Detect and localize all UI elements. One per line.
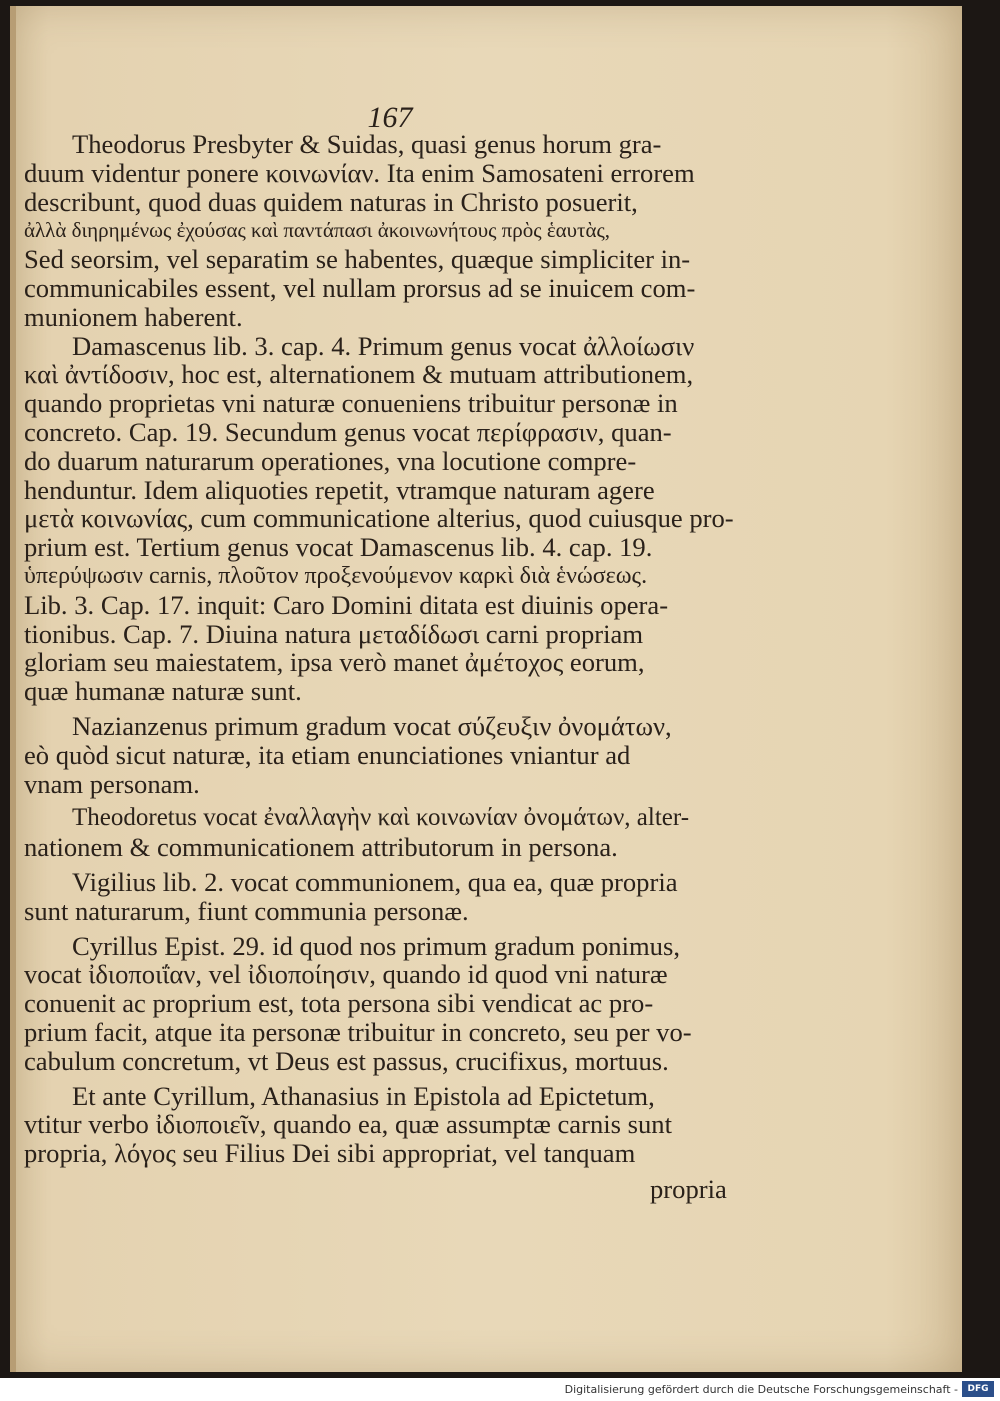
text-line: propria, λόγος seu Filius Dei sibi appropriat, vel tanquam [24, 1138, 636, 1169]
text-line: duum videntur ponere κοινωνίαν. Ita enim Samosateni errorem [24, 157, 695, 188]
book-page [10, 6, 962, 1372]
text-line: cabulum concretum, vt Deus est passus, crucifixus, mortuus. [24, 1045, 669, 1076]
text-line: Theodoretus vocat ἐναλλαγὴν καὶ κοινωνίαν ὀνομάτων, alter- [72, 804, 690, 832]
text-line: vocat ἰδιοποιΐαν, vel ἰδιοποίησιν, quando id quod vni naturæ [24, 959, 668, 990]
page-number: 167 [367, 101, 413, 134]
paragraph-cyrillus [24, 932, 754, 1076]
text-line: καὶ ἀντίδοσιν, hoc est, alternationem & mutuam attributionem, [24, 359, 694, 390]
text-line: vnam personam. [24, 768, 200, 799]
dfg-logo: DFG [962, 1381, 994, 1397]
text-line: conuenit ac proprium est, tota persona sibi vendicat ac pro- [24, 988, 654, 1019]
text-line: Cyrillus Epist. 29. id quod nos primum gradum ponimus, [72, 930, 680, 961]
body-text [24, 130, 754, 1168]
text-line: Nazianzenus primum gradum vocat σύζευξιν ὀνομάτων, [72, 710, 672, 741]
catchword: propria [650, 1174, 727, 1204]
text-line: do duarum naturarum operationes, vna locutione compre- [24, 445, 637, 476]
text-line: nationem & communicationem attributorum in persona. [24, 832, 618, 863]
footer-bar [0, 1378, 1000, 1401]
text-line: gloriam seu maiestatem, ipsa verò manet ἀμέτοχος eorum, [24, 647, 645, 678]
text-line: prium facit, atque ita personæ tribuitur in concreto, seu per vo- [24, 1016, 692, 1047]
text-line: quæ humanæ naturæ sunt. [24, 676, 302, 707]
text-line: henduntur. Idem aliquoties repetit, vtramque naturam agere [24, 474, 655, 505]
text-line: ἀλλὰ διηρημένως ἐχούσας καὶ παντάπασι ἀκοινωνήτους πρὸς ἑαυτὰς, [24, 218, 611, 243]
text-line: Vigilius lib. 2. vocat communionem, qua ea, quæ propria [72, 866, 678, 897]
text-line: tionibus. Cap. 7. Diuina natura μεταδίδωσι carni propriam [24, 618, 644, 649]
text-line: Lib. 3. Cap. 17. inquit: Caro Domini ditata est diuinis opera- [24, 589, 669, 620]
text-line: Et ante Cyrillum, Athanasius in Epistola ad Epictetum, [72, 1080, 655, 1111]
paragraph-vigilius [24, 868, 754, 926]
text-line: concreto. Cap. 19. Secundum genus vocat περίφρασιν, quan- [24, 416, 672, 447]
text-line: prium est. Tertium genus vocat Damascenus lib. 4. cap. 19. [24, 532, 653, 563]
text-line: eò quòd sicut naturæ, ita etiam enunciationes vniantur ad [24, 739, 631, 770]
text-line: communicabiles essent, vel nullam prorsus ad se inuicem com- [24, 272, 696, 303]
text-line: vtitur verbo ἰδιοποιεῖν, quando ea, quæ assumptæ carnis sunt [24, 1109, 672, 1140]
text-line: describunt, quod duas quidem naturas in Christo posuerit, [24, 186, 638, 217]
paragraph-theodorus [24, 130, 754, 332]
text-line: Damascenus lib. 3. cap. 4. Primum genus vocat ἀλλοίωσιν [72, 330, 695, 361]
paragraph-nazianzenus [24, 712, 754, 798]
text-line: Theodorus Presbyter & Suidas, quasi genus horum gra- [72, 129, 662, 159]
text-line: ὑπερύψωσιν carnis, πλοῦτον προξενούμενον καρκὶ διὰ ἑνώσεως. [24, 562, 648, 589]
text-line: sunt naturarum, fiunt communia personæ. [24, 895, 469, 926]
text-line: μετὰ κοινωνίας, cum communicatione alterius, quod cuiusque pro- [24, 503, 734, 534]
paragraph-theodoretus [24, 804, 754, 862]
text-line: Sed seorsim, vel separatim se habentes, quæque simpliciter in- [24, 244, 691, 275]
text-line: munionem haberent. [24, 301, 243, 332]
paragraph-damascenus [24, 332, 754, 706]
page-edge [10, 6, 16, 1372]
paragraph-athanasius [24, 1082, 754, 1168]
text-line: quando proprietas vni naturæ conueniens tribuitur personæ in [24, 388, 678, 419]
footer-credit: Digitalisierung gefördert durch die Deutsche Forschungsgemeinschaft - [564, 1383, 958, 1396]
